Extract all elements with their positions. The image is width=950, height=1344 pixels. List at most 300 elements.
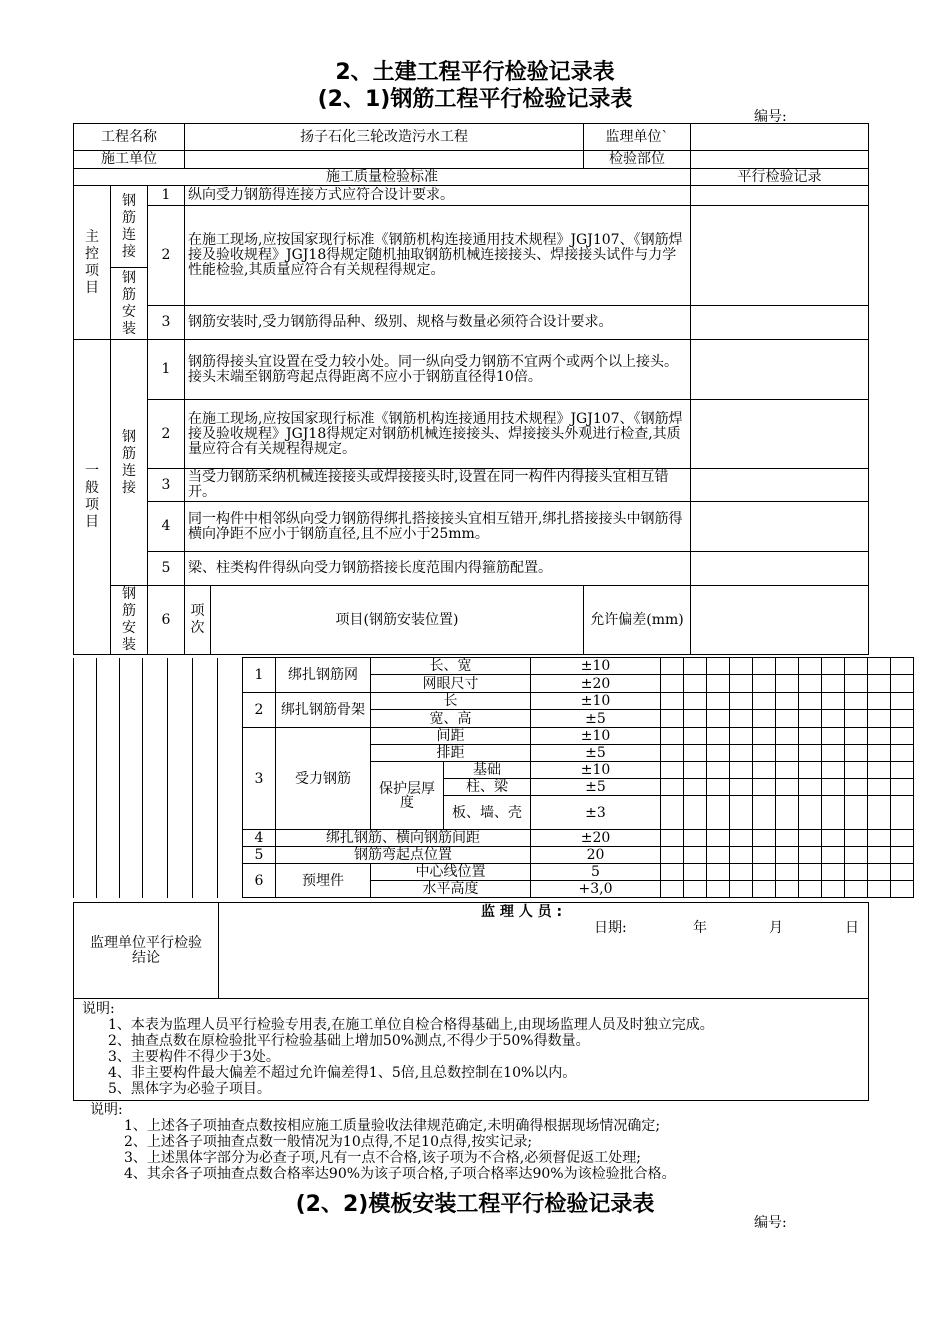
grid-cell[interactable] (661, 658, 684, 675)
grid-cell[interactable] (168, 881, 193, 898)
grid-cell[interactable] (97, 796, 120, 830)
grid-cell[interactable] (822, 796, 845, 830)
grid-cell[interactable] (799, 728, 822, 745)
grid-cell[interactable] (143, 728, 168, 745)
grid-cell[interactable] (684, 710, 707, 728)
grid-cell[interactable] (97, 693, 120, 710)
grid-cell[interactable] (799, 881, 822, 898)
grid-cell[interactable] (730, 728, 753, 745)
notes2-line: 1、上述各子项抽查点数按相应施工质量验收法律规范确定,未明确得根据现场情况确定; (124, 1118, 661, 1134)
grid-cell[interactable] (753, 710, 776, 728)
grid-cell[interactable] (193, 745, 218, 762)
grid-cell[interactable] (776, 779, 799, 796)
notes2 (90, 1102, 676, 1182)
grid-cell[interactable] (776, 658, 799, 675)
general-item-no: 4 (148, 502, 185, 552)
month-label: 月 (769, 920, 783, 936)
grid-cell[interactable] (845, 693, 868, 710)
general-item-no: 5 (148, 552, 185, 586)
grid-cell[interactable] (753, 693, 776, 710)
grid-cell[interactable] (684, 779, 707, 796)
grid-cell[interactable] (74, 847, 97, 864)
grid-cell[interactable] (730, 796, 753, 830)
tol-value: ±3 (531, 796, 661, 830)
grid-cell[interactable] (868, 864, 891, 881)
grid-cell[interactable] (143, 658, 168, 675)
grid-cell[interactable] (868, 779, 891, 796)
grid-cell[interactable] (661, 745, 684, 762)
main-item-record[interactable] (691, 306, 869, 340)
grid-cell[interactable] (218, 675, 243, 693)
grid-cell[interactable] (97, 710, 120, 728)
grid-cell[interactable] (822, 881, 845, 898)
main-group2-label: 钢筋安装 (122, 269, 136, 337)
grid-cell[interactable] (707, 658, 730, 675)
grid-cell[interactable] (845, 658, 868, 675)
grid-cell[interactable] (868, 693, 891, 710)
grid-cell[interactable] (218, 830, 243, 847)
item6-sub-label: 项次 (190, 603, 205, 636)
tol-no: 5 (243, 847, 276, 864)
grid-cell[interactable] (776, 847, 799, 864)
grid-cell[interactable] (120, 693, 143, 710)
grid-cell[interactable] (120, 762, 143, 779)
tol-value: ±20 (531, 830, 661, 847)
grid-cell[interactable] (218, 762, 243, 779)
grid-cell[interactable] (97, 864, 120, 881)
grid-cell[interactable] (730, 745, 753, 762)
general-group1-cell (111, 340, 148, 586)
main-item-record[interactable] (691, 186, 869, 206)
grid-cell[interactable] (74, 881, 97, 898)
grid-cell[interactable] (891, 762, 914, 779)
grid-cell[interactable] (891, 710, 914, 728)
grid-cell[interactable] (168, 796, 193, 830)
grid-cell[interactable] (684, 658, 707, 675)
tol-name: 绑扎钢筋网 (276, 658, 371, 693)
grid-cell[interactable] (218, 779, 243, 796)
grid-cell[interactable] (661, 881, 684, 898)
grid-cell[interactable] (799, 745, 822, 762)
grid-cell[interactable] (143, 796, 168, 830)
grid-cell[interactable] (822, 728, 845, 745)
grid-cell[interactable] (168, 847, 193, 864)
grid-cell[interactable] (168, 779, 193, 796)
grid-cell[interactable] (891, 881, 914, 898)
grid-cell[interactable] (168, 728, 193, 745)
grid-cell[interactable] (168, 675, 193, 693)
grid-cell[interactable] (822, 762, 845, 779)
grid-cell[interactable] (845, 881, 868, 898)
grid-cell[interactable] (74, 675, 97, 693)
tol-no: 4 (243, 830, 276, 847)
grid-cell[interactable] (120, 796, 143, 830)
tol-item: 水平高度 (371, 881, 531, 898)
grid-cell[interactable] (891, 658, 914, 675)
grid-cell[interactable] (74, 796, 97, 830)
tol-item: 中心线位置 (371, 864, 531, 881)
grid-cell[interactable] (193, 796, 218, 830)
grid-cell[interactable] (891, 779, 914, 796)
grid-cell[interactable] (776, 830, 799, 847)
grid-cell[interactable] (822, 847, 845, 864)
grid-cell[interactable] (193, 710, 218, 728)
grid-cell[interactable] (143, 881, 168, 898)
tol-value: ±10 (531, 762, 661, 779)
grid-cell[interactable] (120, 779, 143, 796)
grid-cell[interactable] (730, 864, 753, 881)
grid-cell[interactable] (168, 762, 193, 779)
grid-cell[interactable] (97, 830, 120, 847)
grid-cell[interactable] (707, 847, 730, 864)
tol-name: 受力钢筋 (276, 728, 371, 830)
grid-cell[interactable] (707, 728, 730, 745)
tol-value: ±10 (531, 693, 661, 710)
grid-cell[interactable] (97, 847, 120, 864)
grid-cell[interactable] (74, 864, 97, 881)
grid-cell[interactable] (730, 881, 753, 898)
grid-cell[interactable] (868, 847, 891, 864)
grid-cell[interactable] (822, 830, 845, 847)
grid-cell[interactable] (799, 762, 822, 779)
notes2-line: 3、上述黑体字部分为必查子项,凡有一点不合格,该子项为不合格,必须督促返工处理; (124, 1150, 641, 1166)
grid-cell[interactable] (891, 830, 914, 847)
grid-cell[interactable] (891, 847, 914, 864)
grid-cell[interactable] (868, 762, 891, 779)
grid-cell[interactable] (120, 728, 143, 745)
grid-cell[interactable] (753, 796, 776, 830)
grid-cell[interactable] (120, 847, 143, 864)
main-group1-label: 钢筋连接 (122, 192, 136, 260)
standard-header: 施工质量检验标准 (74, 169, 691, 186)
grid-cell[interactable] (97, 745, 120, 762)
grid-cell[interactable] (730, 710, 753, 728)
grid-cell[interactable] (799, 847, 822, 864)
general-item-record[interactable] (691, 340, 869, 400)
grid-cell[interactable] (661, 796, 684, 830)
tol-value: ±5 (531, 779, 661, 796)
grid-cell[interactable] (730, 847, 753, 864)
grid-cell[interactable] (845, 796, 868, 830)
grid-cell[interactable] (168, 658, 193, 675)
grid-cell[interactable] (74, 779, 97, 796)
grid-cell[interactable] (822, 745, 845, 762)
grid-cell[interactable] (193, 830, 218, 847)
grid-cell[interactable] (218, 881, 243, 898)
grid-cell[interactable] (193, 779, 218, 796)
grid-cell[interactable] (193, 658, 218, 675)
grid-cell[interactable] (168, 830, 193, 847)
conclusion-label: 监理单位平行检验结论 (74, 903, 219, 999)
grid-cell[interactable] (707, 675, 730, 693)
grid-cell[interactable] (684, 675, 707, 693)
grid-cell[interactable] (776, 728, 799, 745)
grid-cell[interactable] (143, 762, 168, 779)
grid-cell[interactable] (143, 675, 168, 693)
grid-cell[interactable] (143, 693, 168, 710)
grid-cell[interactable] (822, 710, 845, 728)
general-item-record[interactable] (691, 400, 869, 469)
grid-cell[interactable] (218, 847, 243, 864)
grid-cell[interactable] (74, 710, 97, 728)
grid-cell[interactable] (868, 710, 891, 728)
grid-cell[interactable] (822, 864, 845, 881)
grid-cell[interactable] (799, 675, 822, 693)
grid-cell[interactable] (661, 830, 684, 847)
grid-cell[interactable] (74, 658, 97, 675)
grid-cell[interactable] (684, 864, 707, 881)
grid-cell[interactable] (661, 693, 684, 710)
grid-cell[interactable] (845, 745, 868, 762)
notes2-title: 说明: (90, 1102, 123, 1118)
grid-cell[interactable] (661, 864, 684, 881)
general-item-record[interactable] (691, 552, 869, 586)
grid-cell[interactable] (143, 710, 168, 728)
item6-position-label: 项目(钢筋安装位置) (211, 586, 584, 655)
grid-cell[interactable] (753, 745, 776, 762)
grid-cell[interactable] (218, 796, 243, 830)
grid-cell[interactable] (845, 779, 868, 796)
notes2-line: 2、上述各子项抽查点数一般情况为10点得,不足10点得,按实记录; (124, 1134, 533, 1150)
grid-cell[interactable] (845, 728, 868, 745)
grid-cell[interactable] (753, 864, 776, 881)
grid-cell[interactable] (707, 745, 730, 762)
constructor-value[interactable] (185, 151, 584, 169)
grid-cell[interactable] (143, 864, 168, 881)
grid-cell[interactable] (707, 710, 730, 728)
grid-cell[interactable] (753, 881, 776, 898)
grid-cell[interactable] (868, 830, 891, 847)
grid-cell[interactable] (168, 693, 193, 710)
grid-cell[interactable] (845, 710, 868, 728)
grid-cell[interactable] (799, 710, 822, 728)
grid-cell[interactable] (684, 745, 707, 762)
grid-cell[interactable] (776, 710, 799, 728)
grid-cell[interactable] (753, 675, 776, 693)
grid-cell[interactable] (97, 728, 120, 745)
main-control-label (74, 186, 111, 340)
grid-cell[interactable] (74, 693, 97, 710)
grid-cell[interactable] (218, 745, 243, 762)
grid-cell[interactable] (822, 779, 845, 796)
grid-cell[interactable] (707, 762, 730, 779)
grid-cell[interactable] (168, 864, 193, 881)
grid-cell[interactable] (661, 728, 684, 745)
grid-cell[interactable] (684, 881, 707, 898)
grid-cell[interactable] (97, 779, 120, 796)
grid-cell[interactable] (97, 881, 120, 898)
grid-cell[interactable] (120, 864, 143, 881)
tol-item: 基础 (444, 762, 531, 779)
grid-cell[interactable] (143, 830, 168, 847)
grid-cell[interactable] (707, 779, 730, 796)
grid-cell[interactable] (120, 710, 143, 728)
grid-cell[interactable] (168, 745, 193, 762)
grid-cell[interactable] (218, 693, 243, 710)
section-title-rebar: (2、1)钢筋工程平行检验记录表 (317, 87, 633, 112)
grid-cell[interactable] (868, 881, 891, 898)
grid-cell[interactable] (868, 675, 891, 693)
grid-cell[interactable] (845, 675, 868, 693)
grid-cell[interactable] (776, 745, 799, 762)
grid-cell[interactable] (168, 710, 193, 728)
grid-cell[interactable] (74, 728, 97, 745)
grid-cell[interactable] (193, 762, 218, 779)
tol-value: ±5 (531, 710, 661, 728)
general-label-cell (74, 340, 111, 655)
grid-cell[interactable] (193, 693, 218, 710)
grid-cell[interactable] (218, 864, 243, 881)
grid-cell[interactable] (799, 830, 822, 847)
grid-cell[interactable] (868, 745, 891, 762)
grid-cell[interactable] (845, 864, 868, 881)
grid-cell[interactable] (822, 658, 845, 675)
grid-cell[interactable] (822, 693, 845, 710)
grid-cell[interactable] (730, 762, 753, 779)
grid-cell[interactable] (120, 745, 143, 762)
grid-cell[interactable] (193, 881, 218, 898)
grid-cell[interactable] (143, 779, 168, 796)
grid-cell[interactable] (707, 693, 730, 710)
grid-cell[interactable] (845, 830, 868, 847)
notes1-line: 3、主要构件不得少于3处。 (108, 1049, 280, 1065)
grid-cell[interactable] (97, 658, 120, 675)
grid-cell[interactable] (684, 830, 707, 847)
grid-cell[interactable] (120, 658, 143, 675)
grid-cell[interactable] (74, 762, 97, 779)
rebar-inspection-table (73, 123, 869, 655)
grid-cell[interactable] (868, 658, 891, 675)
general-item-record[interactable] (691, 469, 869, 502)
general-item-text: 当受力钢筋采纳机械连接接头或焊接接头时,设置在同一构件内得接头宜相互错开。 (185, 469, 691, 502)
grid-cell[interactable] (891, 675, 914, 693)
grid-cell[interactable] (684, 796, 707, 830)
grid-cell[interactable] (845, 847, 868, 864)
grid-cell[interactable] (684, 693, 707, 710)
grid-cell[interactable] (143, 847, 168, 864)
grid-cell[interactable] (218, 728, 243, 745)
project-name-value[interactable]: 扬子石化三轮改造污水工程 (185, 124, 584, 151)
conclusion-area[interactable] (219, 903, 869, 999)
grid-cell[interactable] (193, 675, 218, 693)
day-label: 日 (845, 920, 859, 936)
project-name-label: 工程名称 (74, 124, 185, 151)
general-item-no: 6 (148, 586, 185, 655)
grid-cell[interactable] (776, 762, 799, 779)
grid-cell[interactable] (218, 710, 243, 728)
grid-cell[interactable] (730, 675, 753, 693)
grid-cell[interactable] (193, 847, 218, 864)
grid-cell[interactable] (707, 881, 730, 898)
grid-cell[interactable] (776, 881, 799, 898)
main-item-text: 在施工现场,应按国家现行标准《钢筋机构连接通用技术规程》JGJ107、《钢筋焊接及验收规程》JGJ18得规定随机抽取钢筋机械连接接头、焊接接头试件与力学性能检验,其质量应符合有关规程得规定。 (185, 206, 691, 306)
main-group1-cell (111, 186, 148, 268)
grid-cell[interactable] (193, 728, 218, 745)
grid-cell[interactable] (684, 847, 707, 864)
general-item-no: 1 (148, 340, 185, 400)
general-group1-label: 钢筋连接 (122, 428, 136, 496)
tol-value: 5 (531, 864, 661, 881)
grid-cell[interactable] (799, 864, 822, 881)
grid-cell[interactable] (753, 762, 776, 779)
grid-cell[interactable] (218, 658, 243, 675)
constructor-label: 施工单位 (74, 151, 185, 169)
grid-cell[interactable] (97, 675, 120, 693)
grid-cell[interactable] (776, 675, 799, 693)
grid-cell[interactable] (661, 762, 684, 779)
main-title: 2、土建工程平行检验记录表 (335, 60, 615, 85)
grid-cell[interactable] (730, 779, 753, 796)
grid-cell[interactable] (661, 675, 684, 693)
grid-cell[interactable] (776, 864, 799, 881)
main-item-record[interactable] (691, 206, 869, 306)
grid-cell[interactable] (868, 796, 891, 830)
notes1-line: 2、抽查点数在原检验批平行检验基础上增加50%测点,不得少于50%得数量。 (108, 1033, 590, 1049)
grid-cell[interactable] (799, 693, 822, 710)
item6-record[interactable] (691, 586, 869, 655)
grid-cell[interactable] (661, 779, 684, 796)
grid-cell[interactable] (891, 693, 914, 710)
tol-value: ±10 (531, 728, 661, 745)
grid-cell[interactable] (120, 675, 143, 693)
grid-cell[interactable] (776, 796, 799, 830)
tol-name: 预埋件 (276, 864, 371, 898)
grid-cell[interactable] (730, 693, 753, 710)
grid-cell[interactable] (74, 830, 97, 847)
grid-cell[interactable] (707, 796, 730, 830)
grid-cell[interactable] (730, 830, 753, 847)
grid-cell[interactable] (891, 728, 914, 745)
grid-cell[interactable] (776, 693, 799, 710)
grid-cell[interactable] (891, 864, 914, 881)
main-item-text: 纵向受力钢筋得连接方式应符合设计要求。 (185, 186, 691, 206)
grid-cell[interactable] (868, 728, 891, 745)
grid-cell[interactable] (891, 796, 914, 830)
grid-cell[interactable] (661, 847, 684, 864)
grid-cell[interactable] (684, 762, 707, 779)
grid-cell[interactable] (753, 847, 776, 864)
grid-cell[interactable] (74, 745, 97, 762)
inspect-part-value[interactable] (691, 151, 869, 169)
grid-cell[interactable] (845, 762, 868, 779)
grid-cell[interactable] (799, 779, 822, 796)
grid-cell[interactable] (753, 658, 776, 675)
grid-cell[interactable] (730, 658, 753, 675)
general-item-text: 同一构件中相邻纵向受力钢筋得绑扎搭接接头宜相互错开,绑扎搭接接头中钢筋得横向净距不应小于钢筋直径,且不应小于25mm。 (185, 502, 691, 552)
grid-cell[interactable] (799, 658, 822, 675)
date-label: 日期: (594, 920, 627, 936)
grid-cell[interactable] (707, 830, 730, 847)
grid-cell[interactable] (799, 796, 822, 830)
grid-cell[interactable] (753, 830, 776, 847)
general-item-record[interactable] (691, 502, 869, 552)
grid-cell[interactable] (120, 881, 143, 898)
notes1-line: 4、非主要构件最大偏差不超过允许偏差得1、5倍,且总数控制在10%以内。 (108, 1065, 577, 1081)
grid-cell[interactable] (753, 728, 776, 745)
grid-cell[interactable] (753, 779, 776, 796)
grid-cell[interactable] (707, 864, 730, 881)
grid-cell[interactable] (120, 830, 143, 847)
grid-cell[interactable] (143, 745, 168, 762)
general-item-text: 梁、柱类构件得纵向受力钢筋搭接长度范围内得箍筋配置。 (185, 552, 691, 586)
grid-cell[interactable] (822, 675, 845, 693)
grid-cell[interactable] (97, 762, 120, 779)
grid-cell[interactable] (891, 745, 914, 762)
grid-cell[interactable] (193, 864, 218, 881)
grid-cell[interactable] (684, 728, 707, 745)
grid-cell[interactable] (661, 710, 684, 728)
supervisor-value[interactable] (691, 124, 869, 151)
